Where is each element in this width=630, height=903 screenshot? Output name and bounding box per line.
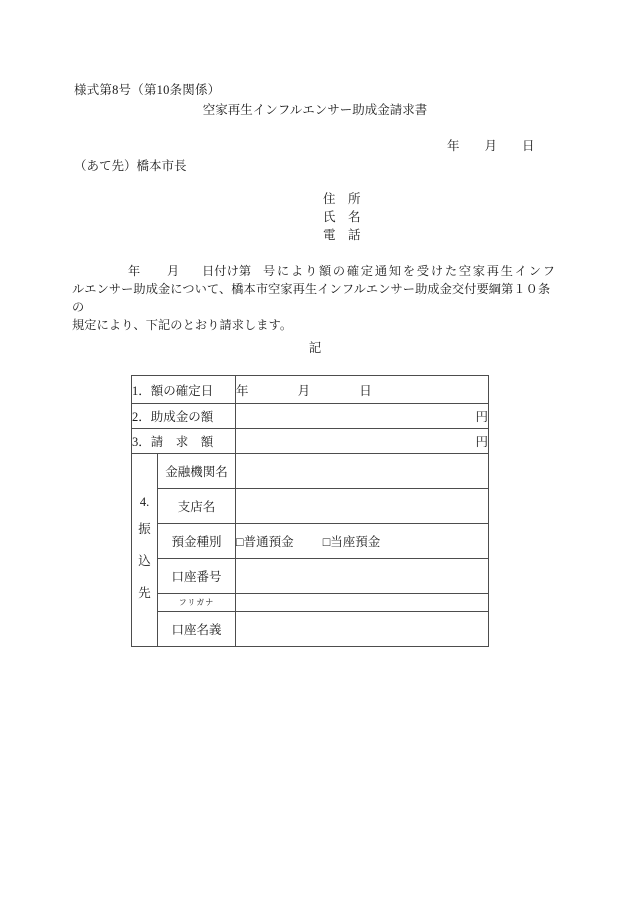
table-row xyxy=(132,594,489,612)
account-number-label: 口座番号 xyxy=(158,559,236,594)
transfer-destination-label xyxy=(132,454,158,647)
furigana-input-area[interactable] xyxy=(236,594,489,612)
confirmed-date-input-area[interactable] xyxy=(236,376,489,404)
address-label: 住 所 xyxy=(323,192,361,206)
transfer-char-2: 込 xyxy=(138,554,151,568)
table-row xyxy=(132,454,489,489)
table-row xyxy=(132,404,489,429)
account-name-input-area[interactable] xyxy=(236,612,489,647)
checkbox-icon[interactable]: □ xyxy=(322,535,331,549)
subsidy-amount-label: 2．助成金の額 xyxy=(132,404,236,429)
branch-name-label: 支店名 xyxy=(158,489,236,524)
body-paragraph xyxy=(72,262,559,334)
transfer-char-1: 振 xyxy=(138,522,151,536)
branch-name-input-area[interactable] xyxy=(236,489,489,524)
table-row xyxy=(132,376,489,404)
body-line-1 xyxy=(72,262,559,280)
ordinary-deposit-option[interactable] xyxy=(236,535,294,549)
table-row xyxy=(132,559,489,594)
date-line: 年 月 日 xyxy=(447,139,535,153)
account-name-label: 口座名義 xyxy=(158,612,236,647)
date-month-label: 月 xyxy=(167,264,180,278)
phone-label: 電 話 xyxy=(323,228,361,242)
body-line-1-text: 号により額の確定通知を受けた空家再生インフ xyxy=(263,264,557,278)
deposit-type-label: 預金種別 xyxy=(158,524,236,559)
account-number-input-area[interactable] xyxy=(236,559,489,594)
transfer-char-3: 先 xyxy=(138,586,151,600)
confirmed-date-month-label: 月 xyxy=(297,383,311,398)
claim-table xyxy=(131,375,489,647)
claim-amount-input-area[interactable] xyxy=(236,429,489,454)
ordinary-deposit-label: 普通預金 xyxy=(243,535,294,549)
subsidy-amount-input-area[interactable] xyxy=(236,404,489,429)
bank-name-input-area[interactable] xyxy=(236,454,489,489)
deposit-type-input-area xyxy=(236,524,489,559)
table-row xyxy=(132,612,489,647)
table-row xyxy=(132,429,489,454)
current-deposit-option[interactable] xyxy=(323,535,381,549)
name-label: 氏 名 xyxy=(323,210,361,224)
confirmed-date-label: 1．額の確定日 xyxy=(132,376,236,404)
dated-number-label: 日付け第 xyxy=(202,264,252,278)
table-row xyxy=(132,489,489,524)
body-line-3: 規定により、下記のとおり請求します。 xyxy=(72,318,293,332)
claim-amount-unit: 円 xyxy=(475,435,489,449)
checkbox-icon[interactable]: □ xyxy=(236,535,244,549)
ki-heading: 記 xyxy=(308,341,322,355)
current-deposit-label: 当座預金 xyxy=(330,535,381,549)
form-number: 様式第8号（第10条関係） xyxy=(74,83,221,97)
body-line-2: ルエンサー助成金について、橋本市空家再生インフルエンサー助成金交付要綱第１０条の xyxy=(72,282,551,314)
confirmed-date-year-label: 年 xyxy=(236,383,249,398)
page-title: 空家再生インフルエンサー助成金請求書 xyxy=(202,103,428,117)
confirmed-date-day-label: 日 xyxy=(359,383,372,398)
subsidy-amount-unit: 円 xyxy=(475,410,489,424)
furigana-label: フリガナ xyxy=(158,594,236,612)
addressee: （あて先）橋本市長 xyxy=(74,159,187,173)
date-year-label: 年 xyxy=(128,264,141,278)
transfer-number: 4. xyxy=(139,495,150,509)
bank-name-label: 金融機関名 xyxy=(158,454,236,489)
contact-block xyxy=(323,190,361,244)
claim-amount-label: 3．請 求 額 xyxy=(132,429,236,454)
table-row xyxy=(132,524,489,559)
